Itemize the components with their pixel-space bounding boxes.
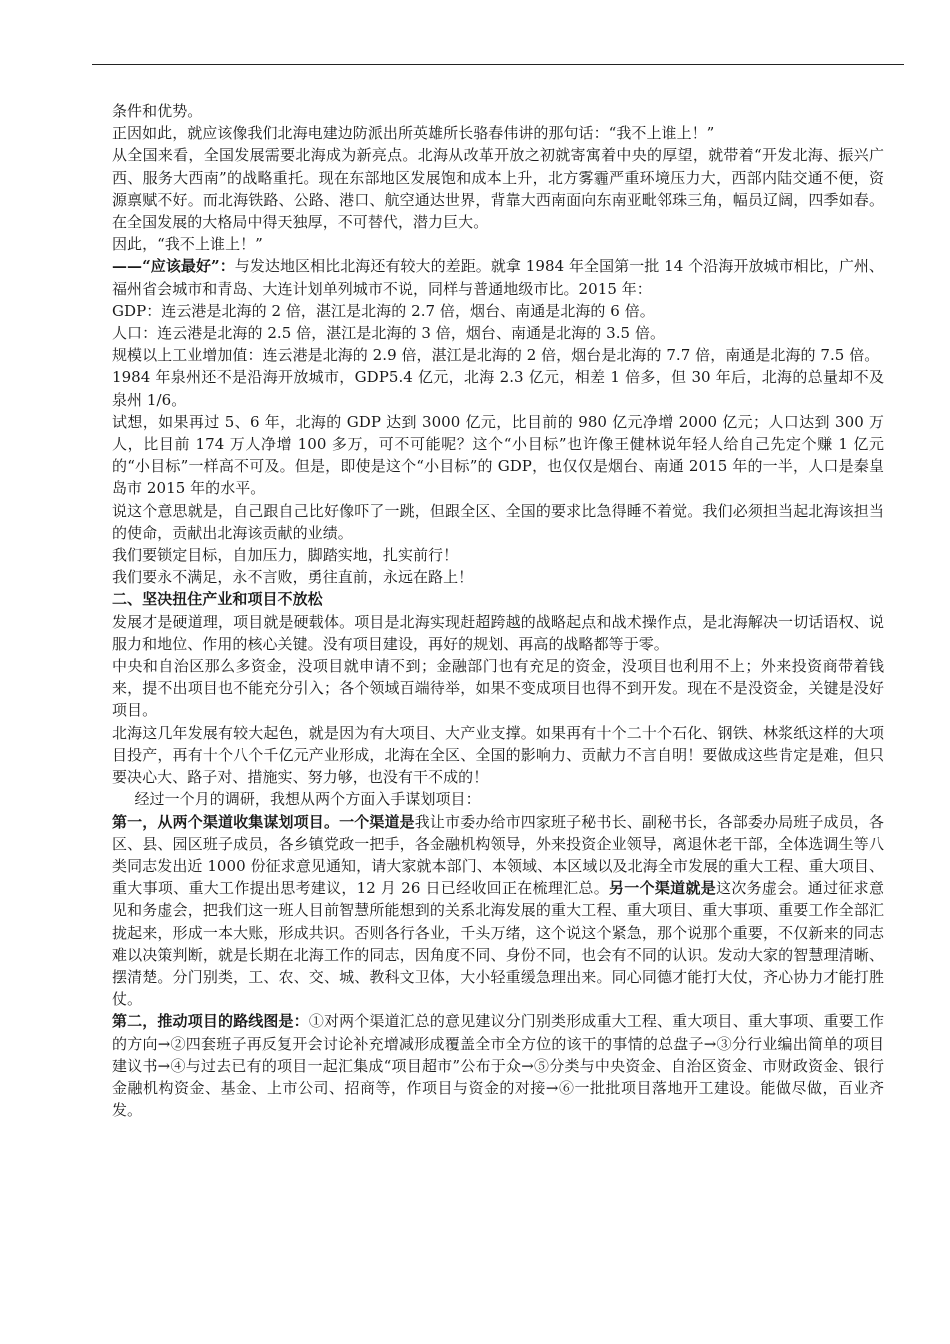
paragraph-lead: 第二，推动项目的路线图是： [112, 1012, 309, 1031]
paragraph: 北海这几年发展有较大起色，就是因为有大项目、大产业支撑。如果再有十个二十个石化、钢铁、林浆纸这样的大项目投产，再有十个八个千亿元产业形成，北海在全区、全国的影响力、贡献力不言自明！要做成这些肯定是难，但只要决心大、路子对、措施实、努力够，也没有干不成的！ [112, 723, 884, 787]
paragraph: 条件和优势。 [112, 102, 203, 120]
paragraph: 发展才是硬道理，项目就是硬载体。项目是北海实现赶超跨越的战略起点和战术操作点，是北海解决一切话语权、说服力和地位、作用的核心关键。没有项目建设，再好的规划、再高的战略都等于零。 [112, 612, 884, 653]
paragraph-lead: ——“应该最好”： [112, 257, 235, 276]
paragraph-text: ①对两个渠道汇总的意见建议分门别类形成重大工程、重大项目、重大事项、重要工作的方向→②四套班子再反复开会讨论补充增减形成覆盖全市全方位的该干的事情的总盘子→③分行业编出简单的项目建议书→④与过去已有的项目一起汇集成“项目超市”公布于众→⑤分类与中央资金、自治区资金、市财政资金、银行金融机构资金、基金、上市公司、招商等，作项目与资金的对接→⑥一批批项目落地开工建设。能做尽做，百业齐发。 [112, 1012, 884, 1120]
paragraph: 规模以上工业增加值：连云港是北海的 2.9 倍，湛江是北海的 2 倍，烟台是北海的 7.7 倍，南通是北海的 7.5 倍。 [112, 346, 880, 365]
paragraph-text: 与发达地区相比北海还有较大的差距。就拿 1984 年全国第一批 14 个沿海开放城市相比，广州、福州省会城市和青岛、大连计划单列城市不说，同样与普通地级市比。2015 年： [112, 257, 884, 298]
paragraph: 我们要锁定目标，自加压力，脚踏实地，扎实前行！ [112, 546, 459, 565]
paragraph: 我们要永不满足，永不言败，勇往直前，永远在路上！ [112, 568, 474, 587]
paragraph: 正因如此，就应该像我们北海电建边防派出所英雄所长骆春伟讲的那句话：“我不上谁上！” [112, 124, 715, 143]
header-rule [92, 64, 904, 65]
paragraph: 经过一个月的调研，我想从两个方面入手谋划项目： [134, 790, 481, 809]
paragraph: 人口：连云港是北海的 2.5 倍，湛江是北海的 3 倍，烟台、南通是北海的 3.5 倍。 [112, 324, 666, 343]
paragraph: GDP：连云港是北海的 2 倍，湛江是北海的 2.7 倍，烟台、南通是北海的 6 倍。 [112, 301, 655, 320]
paragraph: 因此，“我不上谁上！” [112, 235, 263, 254]
paragraph [112, 1010, 884, 1121]
paragraph [112, 811, 884, 1011]
paragraph-text: 我让市委办给市四家班子秘书长、副秘书长，各部委办局班子成员，各区、县、园区班子成员，各乡镇党政一把手，各金融机构领导，外来投资企业领导，离退休老干部，全体选调生等八类同志发出近 1000 份征求意见通知，请大家就本部门、本领域、本区域以及北海全市发展的重大工程、重大项目、重大事项、重大工作提出思考建议，12 月 26 日已经收回正在梳理汇总。 [112, 812, 884, 898]
paragraph [112, 255, 884, 299]
paragraph-lead: 另一个渠道就是 [608, 879, 717, 898]
paragraph: 说这个意思就是，自己跟自己比好像吓了一跳，但跟全区、全国的要求比急得睡不着觉。我们必须担当起北海该担当的使命，贡献出北海该贡献的业绩。 [112, 501, 884, 542]
paragraph: 从全国来看，全国发展需要北海成为新亮点。北海从改革开放之初就寄寓着中央的厚望，就带着“开发北海、振兴广西、服务大西南”的战略重托。现在东部地区发展饱和成本上升，北方雾霾严重环境压力大，西部内陆交通不便，资源禀赋不好。而北海铁路、公路、港口、航空通达世界，背靠大西南面向东南亚毗邻珠三角，幅员辽阔，四季如春。在全国发展的大格局中得天独厚，不可替代，潜力巨大。 [112, 146, 884, 232]
document-body [112, 100, 884, 1121]
paragraph-text: 这次务虚会。通过征求意见和务虚会，把我们这一班人目前智慧所能想到的关系北海发展的重大工程、重大项目、重大事项、重要工作全部汇拢起来，形成一本大账，形成共识。否则各行各业，千头万绪，这个说这个紧急，那个说那个重要，不仅新来的同志难以决策判断，就是长期在北海工作的同志，因角度不同、身份不同，也会有不同的认识。发动大家的智慧理清晰、摆清楚。分门别类，工、农、交、城、教科文卫体，大小轻重缓急理出来。同心同德才能打大仗，齐心协力才能打胜仗。 [112, 879, 884, 1009]
paragraph: 1984 年泉州还不是沿海开放城市，GDP5.4 亿元，北海 2.3 亿元，相差 1 倍多，但 30 年后，北海的总量却不及泉州 1/6。 [112, 368, 884, 409]
paragraph-lead: 第一，从两个渠道收集谋划项目。一个渠道是 [112, 812, 415, 831]
paragraph: 中央和自治区那么多资金，没项目就申请不到；金融部门也有充足的资金，没项目也利用不上；外来投资商带着钱来，提不出项目也不能充分引入；各个领域百端待举，如果不变成项目也得不到开发。现在不是没资金，关键是没好项目。 [112, 657, 884, 720]
paragraph: 试想，如果再过 5、6 年，北海的 GDP 达到 3000 亿元，比目前的 980 亿元净增 2000 亿元；人口达到 300 万人，比目前 174 万人净增 100 多万，可不可能呢？这个“小目标”也许像王健林说年轻人给自己先定个赚 1 亿元的“小目标”一样高不可及。但是，即使是这个“小目标”的 GDP，也仅仅是烟台、南通 2015 年的一半，人口是秦皇岛市 2015 年的水平。 [112, 412, 884, 498]
section-heading: 二、坚决扭住产业和项目不放松 [112, 590, 323, 609]
